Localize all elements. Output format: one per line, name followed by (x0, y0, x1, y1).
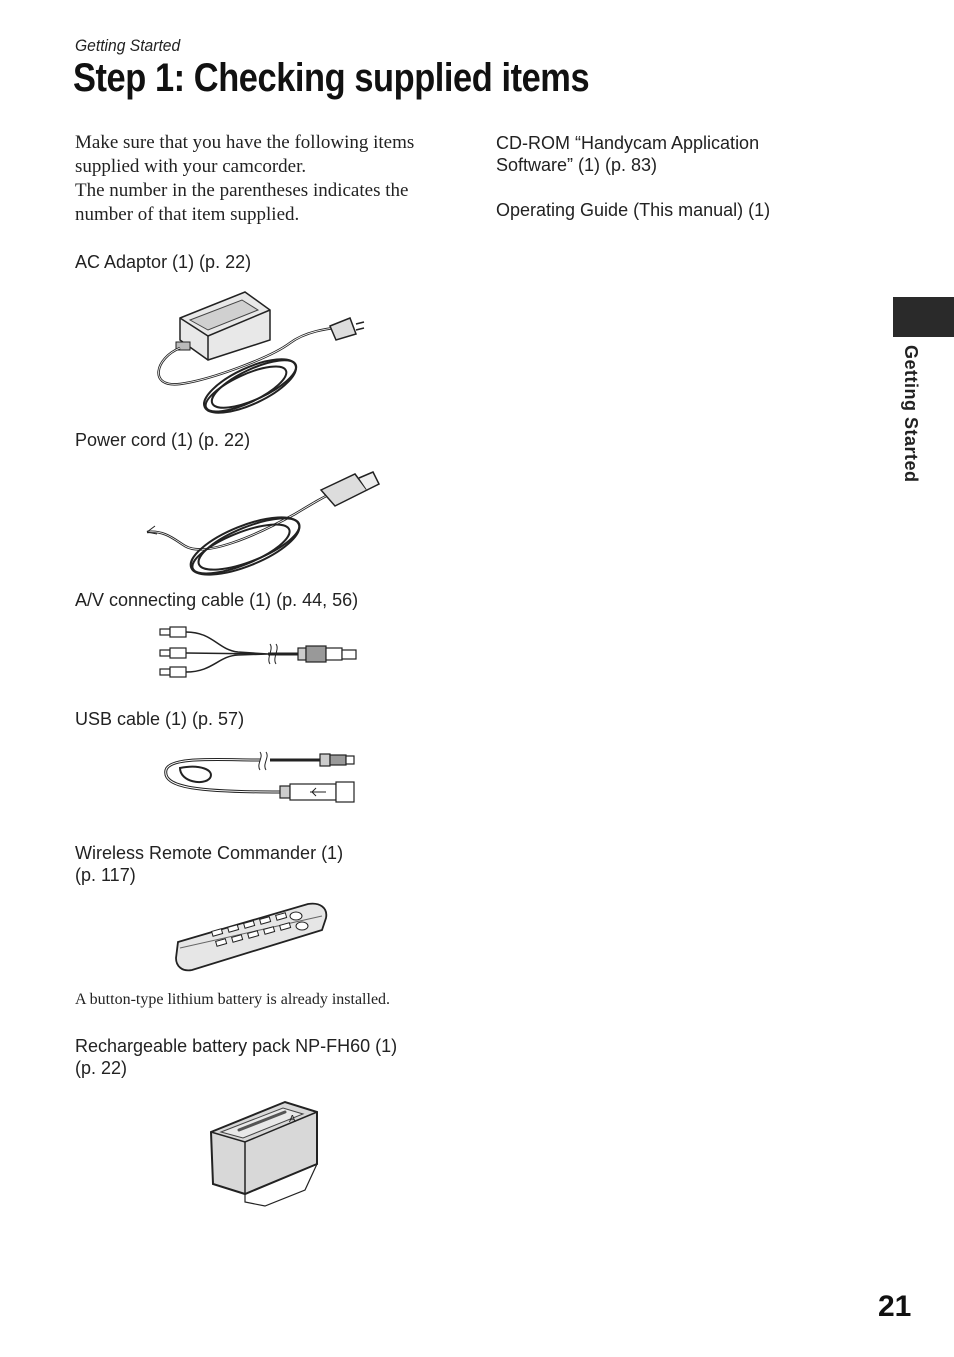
battery-label-line-2: (p. 22) (75, 1058, 128, 1078)
battery-label (75, 1035, 397, 1079)
remote-label-line-1: Wireless Remote Commander (1) (75, 843, 344, 863)
intro-text (75, 131, 455, 227)
section-label: Getting Started (75, 36, 181, 55)
av-cable-illustration (158, 624, 362, 682)
intro-line-1: Make sure that you have the following items supplied with your camcorder. (75, 132, 415, 177)
remote-label (75, 842, 343, 886)
cdrom-label-line-1: CD-ROM “Handycam Application (496, 133, 760, 153)
ac-adaptor-label: AC Adaptor (1) (p. 22) (75, 252, 252, 272)
power-cord-label: Power cord (1) (p. 22) (75, 430, 251, 450)
ac-adaptor-illustration (150, 288, 370, 420)
page-number: 21 (878, 1290, 912, 1323)
side-tab-label: Getting Started (901, 345, 921, 483)
remote-battery-note: A button-type lithium battery is already installed. (75, 991, 391, 1008)
power-cord-illustration (145, 466, 385, 578)
usb-cable-label: USB cable (1) (p. 57) (75, 709, 245, 729)
page-title: Step 1: Checking supplied items (73, 56, 590, 100)
operating-guide-label: Operating Guide (This manual) (1) (496, 200, 771, 220)
av-cable-label: A/V connecting cable (1) (p. 44, 56) (75, 590, 359, 610)
usb-cable-illustration (160, 748, 360, 806)
remote-illustration (172, 900, 332, 974)
cdrom-label (496, 132, 816, 176)
battery-mark: A (289, 1114, 296, 1125)
battery-illustration (205, 1098, 325, 1208)
remote-label-line-2: (p. 117) (75, 865, 136, 885)
side-tab-marker (893, 297, 954, 337)
cdrom-label-line-2: Software” (1) (p. 83) (496, 155, 658, 175)
battery-label-line-1: Rechargeable battery pack NP-FH60 (1) (75, 1036, 398, 1056)
intro-line-2: The number in the parentheses indicates the number of that item supplied. (75, 180, 409, 225)
